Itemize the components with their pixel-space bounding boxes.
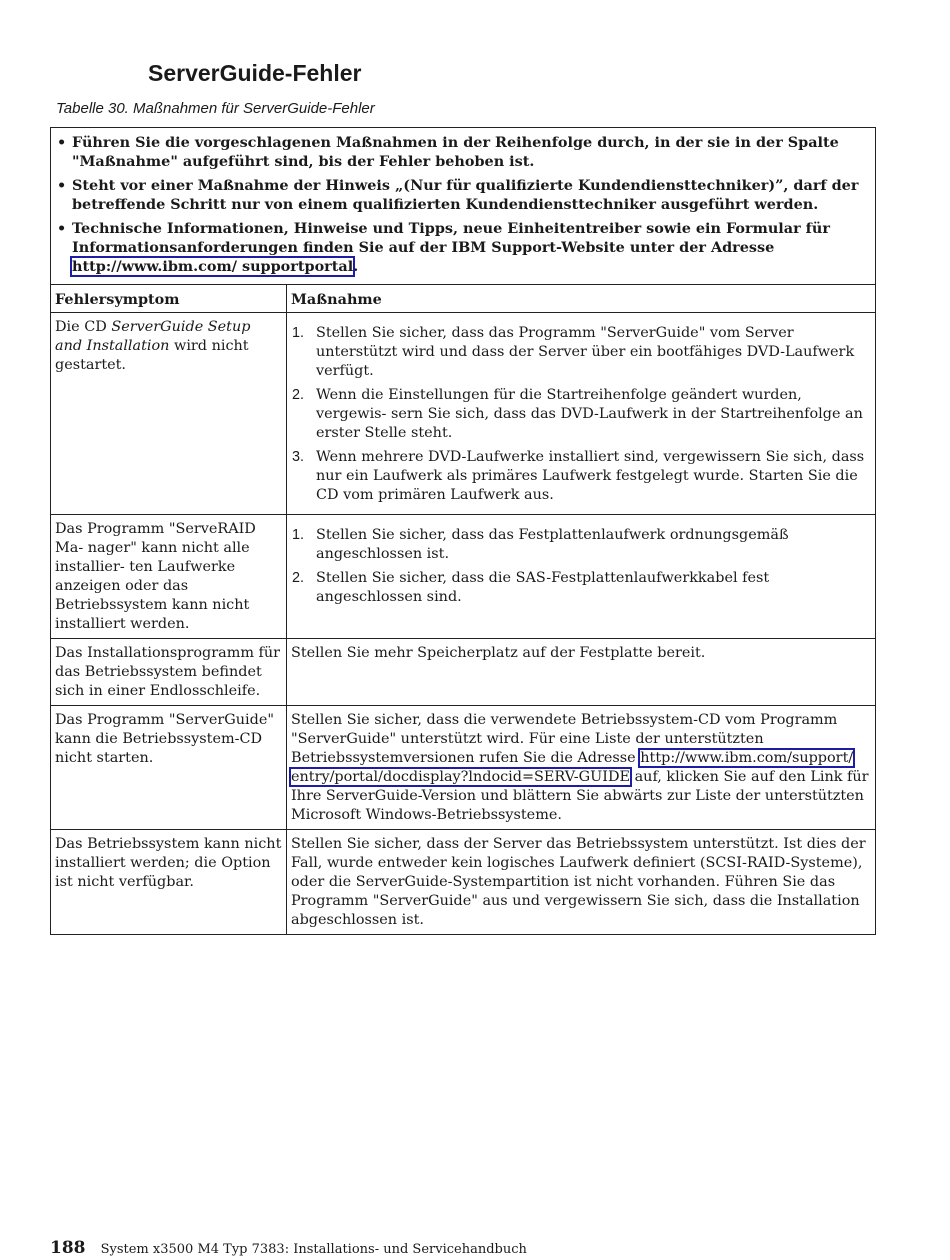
step-text: Stellen Sie sicher, dass das Programm "ServerGuide" vom Server unterstützt wird und dass der Server über ein bootfähiges DVD-Laufwerk verfügt. bbox=[316, 325, 855, 379]
step-number: 1. bbox=[292, 325, 305, 341]
error-table bbox=[50, 127, 876, 935]
action-cell bbox=[287, 313, 876, 515]
step-text: Stellen Sie sicher, dass die SAS-Festplattenlaufwerkkabel fest angeschlossen sind. bbox=[316, 570, 770, 605]
notes-cell bbox=[51, 128, 876, 285]
table-row bbox=[51, 515, 876, 639]
table-row bbox=[51, 706, 876, 830]
action-cell: Stellen Sie mehr Speicherplatz auf der Festplatte bereit. bbox=[287, 639, 876, 706]
column-header-symptom: Fehlersymptom bbox=[51, 285, 287, 313]
footer-title: System x3500 M4 Typ 7383: Installations- und Servicehandbuch bbox=[100, 1242, 527, 1257]
table-caption: Tabelle 30. Maßnahmen für ServerGuide-Fehler bbox=[56, 100, 375, 117]
column-header-action: Maßnahme bbox=[287, 285, 876, 313]
symptom-cell: Das Betriebssystem kann nicht installiert werden; die Option ist nicht verfügbar. bbox=[51, 830, 287, 935]
note-end: . bbox=[353, 258, 359, 275]
step-item bbox=[291, 324, 871, 381]
step-number: 2. bbox=[292, 387, 305, 403]
action-cell bbox=[287, 515, 876, 639]
page-title: ServerGuide-Fehler bbox=[148, 60, 362, 86]
symptom-emphasis: ServerGuide Setup and Installation bbox=[55, 319, 251, 354]
step-text: Wenn die Einstellungen für die Startreihenfolge geändert wurden, vergewis- sern Sie sich, dass das DVD-Laufwerk in der Startreihenfolge an erster Stelle steht. bbox=[316, 387, 863, 441]
note-item: • Steht vor einer Maßnahme der Hinweis „(Nur für qualifizierte Kundendiensttechniker)”, darf der betreffende Schritt nur von einem qualifizierten Kundendiensttechniker ausgeführt werden. bbox=[56, 176, 865, 214]
action-cell: Stellen Sie sicher, dass der Server das Betriebssystem unterstützt. Ist dies der Fall, wurde entweder kein logisches Laufwerk definiert (SCSI-RAID-Systeme), oder die ServerGuide-Systempartition ist nicht vorhanden. Führen Sie das Programm "ServerGuide" aus und vergewissern Sie sich, dass die Installation abgeschlossen ist. bbox=[287, 830, 876, 935]
symptom-text: wird nicht gestartet. bbox=[55, 338, 249, 373]
os-list-link[interactable]: http://www.ibm.com/support/ entry/portal/docdisplay?lndocid=SERV-GUIDE bbox=[291, 750, 854, 785]
note-item: • Führen Sie die vorgeschlagenen Maßnahmen in der Reihenfolge durch, in der sie in der Spalte "Maßnahme" aufgeführt sind, bis der Fehler behoben ist. bbox=[56, 133, 865, 171]
symptom-cell bbox=[51, 313, 287, 515]
step-text: Wenn mehrere DVD-Laufwerke installiert sind, vergewissern Sie sich, dass nur ein Laufwerk als primäres Laufwerk festgelegt wurde. Starten Sie die CD vom primären Laufwerk aus. bbox=[316, 449, 865, 503]
symptom-text: Die CD bbox=[55, 319, 112, 335]
note-text: Technische Informationen, Hinweise und Tipps, neue Einheitentreiber sowie ein Formular für Informationsanforderungen finden Sie auf der IBM Support-Website unter der Adresse bbox=[72, 220, 830, 256]
step-number: 2. bbox=[292, 570, 305, 586]
action-text: auf, klicken Sie auf den Link für Ihre ServerGuide-Version und blättern Sie abwärts zur Liste der unterstützten Microsoft Windows-Betriebssysteme. bbox=[291, 769, 869, 823]
header-row bbox=[51, 285, 876, 313]
notes-list bbox=[56, 133, 865, 276]
step-item bbox=[291, 448, 871, 505]
note-item bbox=[56, 219, 865, 276]
step-item bbox=[291, 569, 871, 607]
table-row bbox=[51, 830, 876, 935]
symptom-cell: Das Programm "ServerGuide" kann die Betriebssystem-CD nicht starten. bbox=[51, 706, 287, 830]
page-footer bbox=[50, 1238, 527, 1258]
action-cell bbox=[287, 706, 876, 830]
step-text: Stellen Sie sicher, dass das Festplattenlaufwerk ordnungsgemäß angeschlossen ist. bbox=[316, 527, 789, 562]
table-row bbox=[51, 313, 876, 515]
step-number: 1. bbox=[292, 527, 305, 543]
action-steps bbox=[291, 526, 871, 607]
action-text: Stellen Sie sicher, dass die verwendete Betriebssystem-CD vom Programm "ServerGuide" unterstützt wird. Für eine Liste der unterstützten Betriebssystemversionen rufen Sie die Adresse bbox=[291, 712, 838, 766]
step-number: 3. bbox=[292, 449, 305, 465]
page-number: 188 bbox=[50, 1238, 86, 1258]
action-steps bbox=[291, 324, 871, 505]
step-item bbox=[291, 526, 871, 564]
step-item bbox=[291, 386, 871, 443]
symptom-cell: Das Programm "ServeRAID Ma- nager" kann nicht alle installier- ten Laufwerke anzeigen oder das Betriebssystem kann nicht installiert werden. bbox=[51, 515, 287, 639]
symptom-cell: Das Installationsprogramm für das Betriebssystem befindet sich in einer Endlosschleife. bbox=[51, 639, 287, 706]
support-portal-link[interactable]: http://www.ibm.com/ supportportal bbox=[72, 258, 354, 275]
notes-row bbox=[51, 128, 876, 285]
table-row bbox=[51, 639, 876, 706]
